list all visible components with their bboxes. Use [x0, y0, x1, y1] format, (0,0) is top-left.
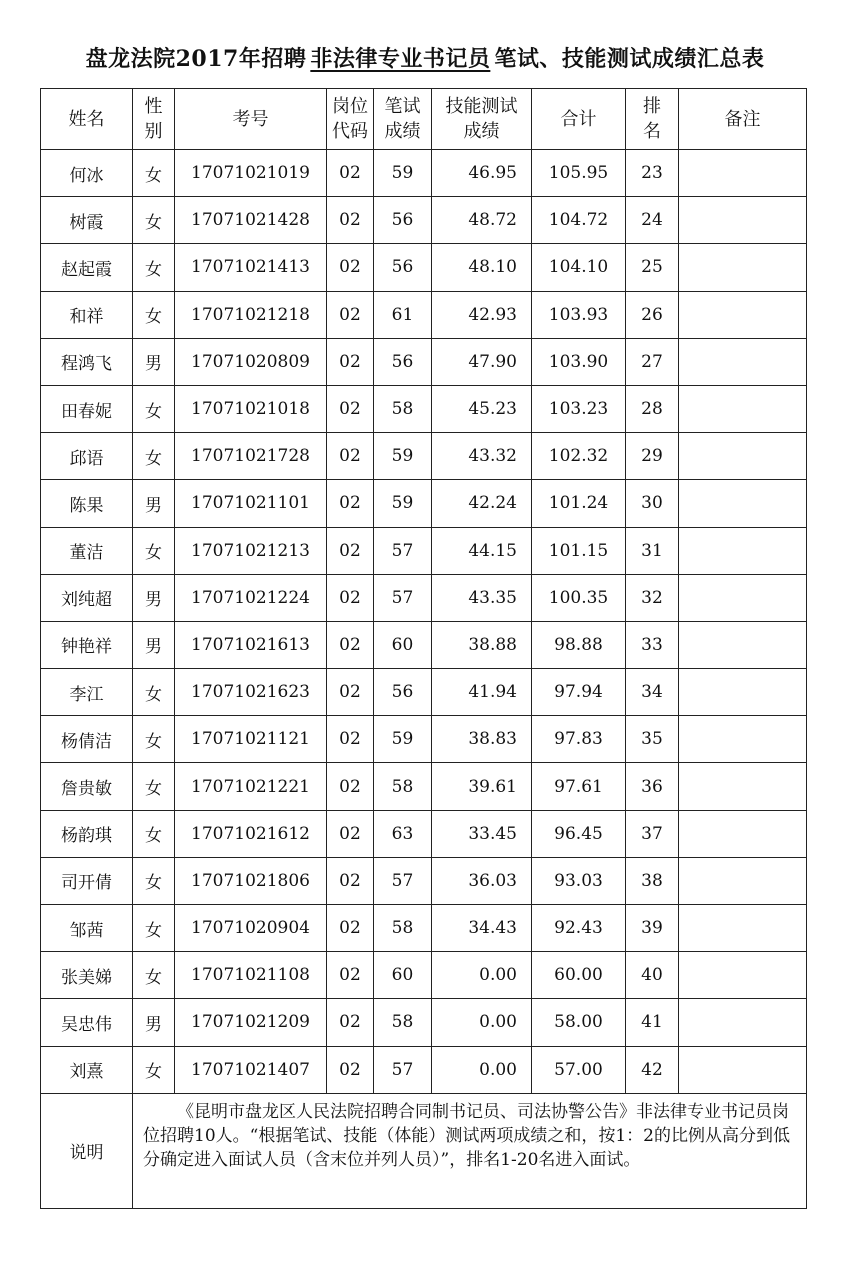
- cell-gender: 女: [133, 197, 175, 244]
- header-total: 合计: [532, 89, 626, 150]
- cell-gender: 女: [133, 763, 175, 810]
- cell-remark: [679, 716, 807, 763]
- cell-written: 63: [374, 810, 432, 857]
- cell-written: 60: [374, 952, 432, 999]
- table-body: [41, 150, 807, 1094]
- table-row: [41, 763, 807, 810]
- cell-skill: 43.32: [432, 433, 532, 480]
- cell-total: 103.90: [532, 338, 626, 385]
- cell-name: 何冰: [41, 150, 133, 197]
- cell-rank: 40: [626, 952, 679, 999]
- cell-written: 56: [374, 669, 432, 716]
- cell-written: 56: [374, 197, 432, 244]
- header-gender: [133, 89, 175, 150]
- table-row: [41, 952, 807, 999]
- cell-total: 98.88: [532, 621, 626, 668]
- cell-remark: [679, 905, 807, 952]
- cell-total: 97.83: [532, 716, 626, 763]
- cell-post-code: 02: [327, 952, 374, 999]
- cell-exam-no: 17071021218: [175, 291, 327, 338]
- cell-exam-no: 17071021101: [175, 480, 327, 527]
- header-gender-text: 性别: [144, 96, 163, 142]
- cell-post-code: 02: [327, 716, 374, 763]
- cell-skill: 0.00: [432, 1046, 532, 1093]
- cell-exam-no: 17071021428: [175, 197, 327, 244]
- cell-written: 58: [374, 905, 432, 952]
- cell-name: 邹茜: [41, 905, 133, 952]
- cell-remark: [679, 621, 807, 668]
- cell-written: 58: [374, 763, 432, 810]
- table-row: [41, 527, 807, 574]
- cell-gender: 男: [133, 621, 175, 668]
- table-row: [41, 433, 807, 480]
- cell-post-code: 02: [327, 480, 374, 527]
- cell-total: 104.72: [532, 197, 626, 244]
- cell-remark: [679, 857, 807, 904]
- cell-gender: 男: [133, 480, 175, 527]
- cell-rank: 29: [626, 433, 679, 480]
- cell-rank: 28: [626, 385, 679, 432]
- cell-rank: 35: [626, 716, 679, 763]
- header-written-text: 笔试成绩: [384, 96, 421, 142]
- cell-post-code: 02: [327, 385, 374, 432]
- cell-gender: 女: [133, 385, 175, 432]
- cell-remark: [679, 385, 807, 432]
- cell-remark: [679, 763, 807, 810]
- cell-exam-no: 17071021806: [175, 857, 327, 904]
- cell-written: 57: [374, 527, 432, 574]
- cell-total: 101.15: [532, 527, 626, 574]
- cell-name: 刘纯超: [41, 574, 133, 621]
- note-text: 《昆明市盘龙区人民法院招聘合同制书记员、司法协警公告》非法律专业书记员岗位招聘10人。“根据笔试、技能（体能）测试两项成绩之和，按1：2的比例从高分到低分确定进入面试人员（含末位并列人员）”，排名1-20名进入面试。: [133, 1093, 807, 1208]
- cell-remark: [679, 810, 807, 857]
- cell-total: 58.00: [532, 999, 626, 1046]
- cell-exam-no: 17071021121: [175, 716, 327, 763]
- cell-exam-no: 17071020809: [175, 338, 327, 385]
- cell-post-code: 02: [327, 857, 374, 904]
- table-row: [41, 1046, 807, 1093]
- cell-rank: 39: [626, 905, 679, 952]
- cell-written: 58: [374, 385, 432, 432]
- cell-remark: [679, 244, 807, 291]
- cell-name: 程鸿飞: [41, 338, 133, 385]
- cell-gender: 男: [133, 338, 175, 385]
- cell-skill: 47.90: [432, 338, 532, 385]
- table-row: [41, 385, 807, 432]
- cell-exam-no: 17071021728: [175, 433, 327, 480]
- table-row: [41, 197, 807, 244]
- cell-total: 100.35: [532, 574, 626, 621]
- cell-skill: 44.15: [432, 527, 532, 574]
- cell-name: 邱语: [41, 433, 133, 480]
- cell-exam-no: 17071021413: [175, 244, 327, 291]
- cell-name: 董洁: [41, 527, 133, 574]
- cell-written: 57: [374, 574, 432, 621]
- header-rank-text: 排名: [643, 96, 661, 142]
- cell-gender: 女: [133, 952, 175, 999]
- cell-written: 56: [374, 338, 432, 385]
- cell-name: 詹贵敏: [41, 763, 133, 810]
- cell-name: 田春妮: [41, 385, 133, 432]
- cell-skill: 0.00: [432, 952, 532, 999]
- cell-remark: [679, 669, 807, 716]
- cell-gender: 男: [133, 999, 175, 1046]
- cell-post-code: 02: [327, 621, 374, 668]
- table-row: [41, 857, 807, 904]
- cell-post-code: 02: [327, 197, 374, 244]
- title-position: 非法律专业书记员: [310, 46, 491, 72]
- header-written: [374, 89, 432, 150]
- cell-post-code: 02: [327, 669, 374, 716]
- table-row: [41, 621, 807, 668]
- cell-total: 97.61: [532, 763, 626, 810]
- note-row: [41, 1093, 807, 1208]
- cell-name: 刘熹: [41, 1046, 133, 1093]
- title-suffix: 笔试、技能测试成绩汇总表: [494, 46, 765, 72]
- cell-remark: [679, 1046, 807, 1093]
- cell-exam-no: 17071020904: [175, 905, 327, 952]
- cell-rank: 37: [626, 810, 679, 857]
- cell-post-code: 02: [327, 150, 374, 197]
- cell-remark: [679, 197, 807, 244]
- header-remark: 备注: [679, 89, 807, 150]
- cell-exam-no: 17071021213: [175, 527, 327, 574]
- cell-gender: 女: [133, 669, 175, 716]
- cell-skill: 39.61: [432, 763, 532, 810]
- cell-name: 陈果: [41, 480, 133, 527]
- page-title: [40, 42, 810, 73]
- cell-post-code: 02: [327, 905, 374, 952]
- cell-post-code: 02: [327, 999, 374, 1046]
- cell-total: 97.94: [532, 669, 626, 716]
- cell-gender: 女: [133, 810, 175, 857]
- cell-rank: 23: [626, 150, 679, 197]
- cell-gender: 女: [133, 1046, 175, 1093]
- title-prefix: 盘龙法院2017年招聘: [85, 46, 307, 72]
- cell-written: 58: [374, 999, 432, 1046]
- cell-written: 57: [374, 1046, 432, 1093]
- cell-skill: 45.23: [432, 385, 532, 432]
- cell-gender: 女: [133, 433, 175, 480]
- cell-exam-no: 17071021108: [175, 952, 327, 999]
- cell-exam-no: 17071021221: [175, 763, 327, 810]
- cell-name: 树霞: [41, 197, 133, 244]
- cell-skill: 48.10: [432, 244, 532, 291]
- cell-gender: 女: [133, 857, 175, 904]
- cell-rank: 33: [626, 621, 679, 668]
- cell-skill: 41.94: [432, 669, 532, 716]
- cell-gender: 女: [133, 716, 175, 763]
- cell-remark: [679, 338, 807, 385]
- header-skill: [432, 89, 532, 150]
- cell-remark: [679, 527, 807, 574]
- cell-written: 59: [374, 480, 432, 527]
- cell-post-code: 02: [327, 1046, 374, 1093]
- cell-rank: 36: [626, 763, 679, 810]
- cell-total: 105.95: [532, 150, 626, 197]
- cell-exam-no: 17071021018: [175, 385, 327, 432]
- cell-exam-no: 17071021407: [175, 1046, 327, 1093]
- cell-name: 和祥: [41, 291, 133, 338]
- cell-post-code: 02: [327, 810, 374, 857]
- table-row: [41, 291, 807, 338]
- table-row: [41, 338, 807, 385]
- cell-remark: [679, 574, 807, 621]
- cell-name: 吴忠伟: [41, 999, 133, 1046]
- cell-rank: 27: [626, 338, 679, 385]
- cell-rank: 30: [626, 480, 679, 527]
- header-row: [41, 89, 807, 150]
- cell-skill: 48.72: [432, 197, 532, 244]
- cell-name: 赵起霞: [41, 244, 133, 291]
- cell-post-code: 02: [327, 763, 374, 810]
- cell-exam-no: 17071021209: [175, 999, 327, 1046]
- cell-exam-no: 17071021019: [175, 150, 327, 197]
- header-rank: [626, 89, 679, 150]
- cell-total: 57.00: [532, 1046, 626, 1093]
- cell-skill: 34.43: [432, 905, 532, 952]
- cell-rank: 38: [626, 857, 679, 904]
- cell-skill: 38.88: [432, 621, 532, 668]
- cell-skill: 36.03: [432, 857, 532, 904]
- table-row: [41, 716, 807, 763]
- cell-written: 57: [374, 857, 432, 904]
- cell-total: 101.24: [532, 480, 626, 527]
- cell-rank: 24: [626, 197, 679, 244]
- header-skill-text: 技能测试成绩: [445, 96, 518, 142]
- cell-total: 102.32: [532, 433, 626, 480]
- cell-written: 59: [374, 150, 432, 197]
- table-row: [41, 150, 807, 197]
- table-row: [41, 574, 807, 621]
- table-row: [41, 810, 807, 857]
- table-row: [41, 669, 807, 716]
- header-name: 姓名: [41, 89, 133, 150]
- cell-gender: 女: [133, 244, 175, 291]
- cell-skill: 42.24: [432, 480, 532, 527]
- cell-remark: [679, 480, 807, 527]
- cell-exam-no: 17071021224: [175, 574, 327, 621]
- cell-post-code: 02: [327, 433, 374, 480]
- cell-name: 杨倩洁: [41, 716, 133, 763]
- header-exam-no: 考号: [175, 89, 327, 150]
- note-label: 说明: [41, 1093, 133, 1208]
- cell-skill: 38.83: [432, 716, 532, 763]
- cell-rank: 41: [626, 999, 679, 1046]
- cell-total: 93.03: [532, 857, 626, 904]
- cell-name: 张美娣: [41, 952, 133, 999]
- table-row: [41, 480, 807, 527]
- cell-name: 司开倩: [41, 857, 133, 904]
- cell-remark: [679, 999, 807, 1046]
- cell-rank: 31: [626, 527, 679, 574]
- cell-gender: 女: [133, 150, 175, 197]
- cell-gender: 女: [133, 291, 175, 338]
- header-post-code-text: 岗位代码: [332, 96, 368, 142]
- cell-total: 92.43: [532, 905, 626, 952]
- cell-name: 杨韵琪: [41, 810, 133, 857]
- cell-remark: [679, 291, 807, 338]
- cell-post-code: 02: [327, 291, 374, 338]
- cell-post-code: 02: [327, 527, 374, 574]
- cell-written: 61: [374, 291, 432, 338]
- cell-exam-no: 17071021612: [175, 810, 327, 857]
- cell-written: 56: [374, 244, 432, 291]
- cell-post-code: 02: [327, 574, 374, 621]
- cell-total: 103.23: [532, 385, 626, 432]
- cell-written: 59: [374, 716, 432, 763]
- header-post-code: [327, 89, 374, 150]
- cell-name: 李江: [41, 669, 133, 716]
- cell-total: 103.93: [532, 291, 626, 338]
- cell-written: 59: [374, 433, 432, 480]
- cell-exam-no: 17071021613: [175, 621, 327, 668]
- cell-rank: 34: [626, 669, 679, 716]
- cell-remark: [679, 952, 807, 999]
- cell-total: 96.45: [532, 810, 626, 857]
- cell-written: 60: [374, 621, 432, 668]
- cell-post-code: 02: [327, 338, 374, 385]
- cell-gender: 女: [133, 527, 175, 574]
- cell-gender: 男: [133, 574, 175, 621]
- cell-remark: [679, 433, 807, 480]
- cell-skill: 0.00: [432, 999, 532, 1046]
- table-row: [41, 244, 807, 291]
- table-row: [41, 999, 807, 1046]
- cell-rank: 25: [626, 244, 679, 291]
- cell-skill: 43.35: [432, 574, 532, 621]
- cell-name: 钟艳祥: [41, 621, 133, 668]
- cell-remark: [679, 150, 807, 197]
- table-row: [41, 905, 807, 952]
- cell-exam-no: 17071021623: [175, 669, 327, 716]
- cell-rank: 32: [626, 574, 679, 621]
- cell-rank: 26: [626, 291, 679, 338]
- cell-skill: 42.93: [432, 291, 532, 338]
- score-table: [40, 88, 807, 1209]
- cell-total: 60.00: [532, 952, 626, 999]
- cell-gender: 女: [133, 905, 175, 952]
- cell-skill: 33.45: [432, 810, 532, 857]
- cell-post-code: 02: [327, 244, 374, 291]
- cell-total: 104.10: [532, 244, 626, 291]
- cell-rank: 42: [626, 1046, 679, 1093]
- cell-skill: 46.95: [432, 150, 532, 197]
